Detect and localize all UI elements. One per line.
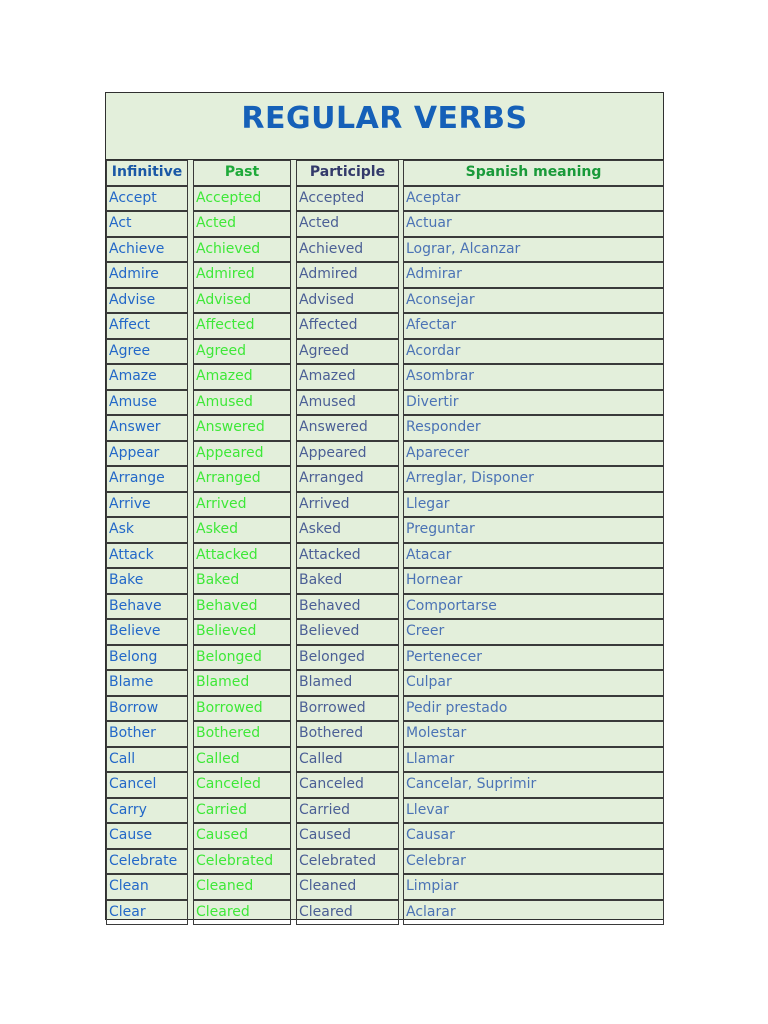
table-row (106, 390, 663, 416)
past-cell: Affected (193, 313, 291, 339)
spanish-meaning-cell: Asombrar (403, 364, 664, 390)
table-row (106, 594, 663, 620)
table-row (106, 262, 663, 288)
infinitive-cell: Carry (106, 798, 188, 824)
participle-cell: Admired (296, 262, 399, 288)
participle-cell: Attacked (296, 543, 399, 569)
table-row (106, 466, 663, 492)
infinitive-cell: Affect (106, 313, 188, 339)
spanish-meaning-cell: Pertenecer (403, 645, 664, 671)
table-row (106, 721, 663, 747)
participle-cell: Caused (296, 823, 399, 849)
infinitive-cell: Cause (106, 823, 188, 849)
spanish-meaning-cell: Responder (403, 415, 664, 441)
past-cell: Appeared (193, 441, 291, 467)
infinitive-cell: Clean (106, 874, 188, 900)
participle-cell: Believed (296, 619, 399, 645)
participle-cell: Amazed (296, 364, 399, 390)
infinitive-cell: Answer (106, 415, 188, 441)
table-row (106, 849, 663, 875)
participle-cell: Carried (296, 798, 399, 824)
infinitive-cell: Borrow (106, 696, 188, 722)
table-row (106, 441, 663, 467)
infinitive-cell: Belong (106, 645, 188, 671)
spanish-meaning-cell: Actuar (403, 211, 664, 237)
past-cell: Carried (193, 798, 291, 824)
participle-cell: Called (296, 747, 399, 773)
participle-cell: Affected (296, 313, 399, 339)
past-cell: Admired (193, 262, 291, 288)
spanish-meaning-cell: Aclarar (403, 900, 664, 926)
past-cell: Answered (193, 415, 291, 441)
spanish-meaning-cell: Llamar (403, 747, 664, 773)
participle-cell: Appeared (296, 441, 399, 467)
past-cell: Accepted (193, 186, 291, 212)
spanish-meaning-cell: Admirar (403, 262, 664, 288)
past-cell: Achieved (193, 237, 291, 263)
spanish-meaning-cell: Aceptar (403, 186, 664, 212)
infinitive-cell: Blame (106, 670, 188, 696)
table-row (106, 874, 663, 900)
past-cell: Believed (193, 619, 291, 645)
infinitive-cell: Bother (106, 721, 188, 747)
spanish-meaning-cell: Creer (403, 619, 664, 645)
spanish-meaning-cell: Llegar (403, 492, 664, 518)
participle-cell: Amused (296, 390, 399, 416)
past-cell: Called (193, 747, 291, 773)
table-row (106, 645, 663, 671)
infinitive-cell: Advise (106, 288, 188, 314)
infinitive-cell: Cancel (106, 772, 188, 798)
participle-cell: Borrowed (296, 696, 399, 722)
infinitive-cell: Agree (106, 339, 188, 365)
table-row (106, 543, 663, 569)
infinitive-cell: Appear (106, 441, 188, 467)
spanish-meaning-cell: Cancelar, Suprimir (403, 772, 664, 798)
participle-cell: Behaved (296, 594, 399, 620)
spanish-meaning-cell: Celebrar (403, 849, 664, 875)
participle-cell: Cleared (296, 900, 399, 926)
spanish-meaning-cell: Acordar (403, 339, 664, 365)
participle-cell: Accepted (296, 186, 399, 212)
infinitive-cell: Achieve (106, 237, 188, 263)
spanish-meaning-cell: Preguntar (403, 517, 664, 543)
infinitive-cell: Bake (106, 568, 188, 594)
participle-cell: Answered (296, 415, 399, 441)
spanish-meaning-cell: Aparecer (403, 441, 664, 467)
past-cell: Acted (193, 211, 291, 237)
table-row (106, 823, 663, 849)
table-row (106, 900, 663, 926)
participle-cell: Advised (296, 288, 399, 314)
past-cell: Arranged (193, 466, 291, 492)
spanish-meaning-cell: Hornear (403, 568, 664, 594)
past-cell: Belonged (193, 645, 291, 671)
infinitive-cell: Amaze (106, 364, 188, 390)
table-row (106, 415, 663, 441)
participle-cell: Bothered (296, 721, 399, 747)
past-cell: Blamed (193, 670, 291, 696)
past-cell: Canceled (193, 772, 291, 798)
table-row (106, 517, 663, 543)
table-row (106, 211, 663, 237)
spanish-meaning-cell: Limpiar (403, 874, 664, 900)
infinitive-cell: Call (106, 747, 188, 773)
spanish-meaning-cell: Llevar (403, 798, 664, 824)
past-cell: Asked (193, 517, 291, 543)
past-cell: Bothered (193, 721, 291, 747)
spanish-meaning-cell: Arreglar, Disponer (403, 466, 664, 492)
past-cell: Behaved (193, 594, 291, 620)
participle-cell: Baked (296, 568, 399, 594)
past-cell: Amazed (193, 364, 291, 390)
infinitive-cell: Ask (106, 517, 188, 543)
table-row (106, 619, 663, 645)
past-cell: Agreed (193, 339, 291, 365)
past-cell: Borrowed (193, 696, 291, 722)
participle-cell: Belonged (296, 645, 399, 671)
spanish-meaning-cell: Causar (403, 823, 664, 849)
spanish-meaning-cell: Pedir prestado (403, 696, 664, 722)
past-cell: Advised (193, 288, 291, 314)
header-participle: Participle (296, 160, 399, 186)
past-cell: Attacked (193, 543, 291, 569)
participle-cell: Celebrated (296, 849, 399, 875)
infinitive-cell: Arrive (106, 492, 188, 518)
table-row (106, 339, 663, 365)
past-cell: Caused (193, 823, 291, 849)
spanish-meaning-cell: Aconsejar (403, 288, 664, 314)
table-row (106, 237, 663, 263)
page-title: REGULAR VERBS (241, 101, 528, 136)
title-area (106, 93, 663, 160)
past-cell: Arrived (193, 492, 291, 518)
table-row (106, 313, 663, 339)
infinitive-cell: Amuse (106, 390, 188, 416)
table-row (106, 670, 663, 696)
past-cell: Celebrated (193, 849, 291, 875)
table-body (106, 186, 663, 926)
spanish-meaning-cell: Lograr, Alcanzar (403, 237, 664, 263)
table-header-row (106, 160, 663, 186)
participle-cell: Arranged (296, 466, 399, 492)
infinitive-cell: Act (106, 211, 188, 237)
table-row (106, 747, 663, 773)
infinitive-cell: Clear (106, 900, 188, 926)
past-cell: Cleared (193, 900, 291, 926)
past-cell: Cleaned (193, 874, 291, 900)
table-row (106, 696, 663, 722)
participle-cell: Cleaned (296, 874, 399, 900)
infinitive-cell: Behave (106, 594, 188, 620)
table-row (106, 186, 663, 212)
spanish-meaning-cell: Divertir (403, 390, 664, 416)
spanish-meaning-cell: Afectar (403, 313, 664, 339)
verb-table-sheet (105, 92, 664, 920)
spanish-meaning-cell: Molestar (403, 721, 664, 747)
verb-table (106, 160, 663, 925)
header-infinitive: Infinitive (106, 160, 188, 186)
infinitive-cell: Believe (106, 619, 188, 645)
past-cell: Baked (193, 568, 291, 594)
spanish-meaning-cell: Comportarse (403, 594, 664, 620)
past-cell: Amused (193, 390, 291, 416)
participle-cell: Canceled (296, 772, 399, 798)
table-row (106, 772, 663, 798)
spanish-meaning-cell: Culpar (403, 670, 664, 696)
table-row (106, 568, 663, 594)
participle-cell: Achieved (296, 237, 399, 263)
table-row (106, 364, 663, 390)
infinitive-cell: Attack (106, 543, 188, 569)
spanish-meaning-cell: Atacar (403, 543, 664, 569)
participle-cell: Arrived (296, 492, 399, 518)
infinitive-cell: Arrange (106, 466, 188, 492)
infinitive-cell: Celebrate (106, 849, 188, 875)
infinitive-cell: Admire (106, 262, 188, 288)
participle-cell: Asked (296, 517, 399, 543)
table-row (106, 288, 663, 314)
infinitive-cell: Accept (106, 186, 188, 212)
participle-cell: Acted (296, 211, 399, 237)
participle-cell: Blamed (296, 670, 399, 696)
header-past: Past (193, 160, 291, 186)
table-row (106, 492, 663, 518)
participle-cell: Agreed (296, 339, 399, 365)
table-row (106, 798, 663, 824)
header-spanish-meaning: Spanish meaning (403, 160, 664, 186)
